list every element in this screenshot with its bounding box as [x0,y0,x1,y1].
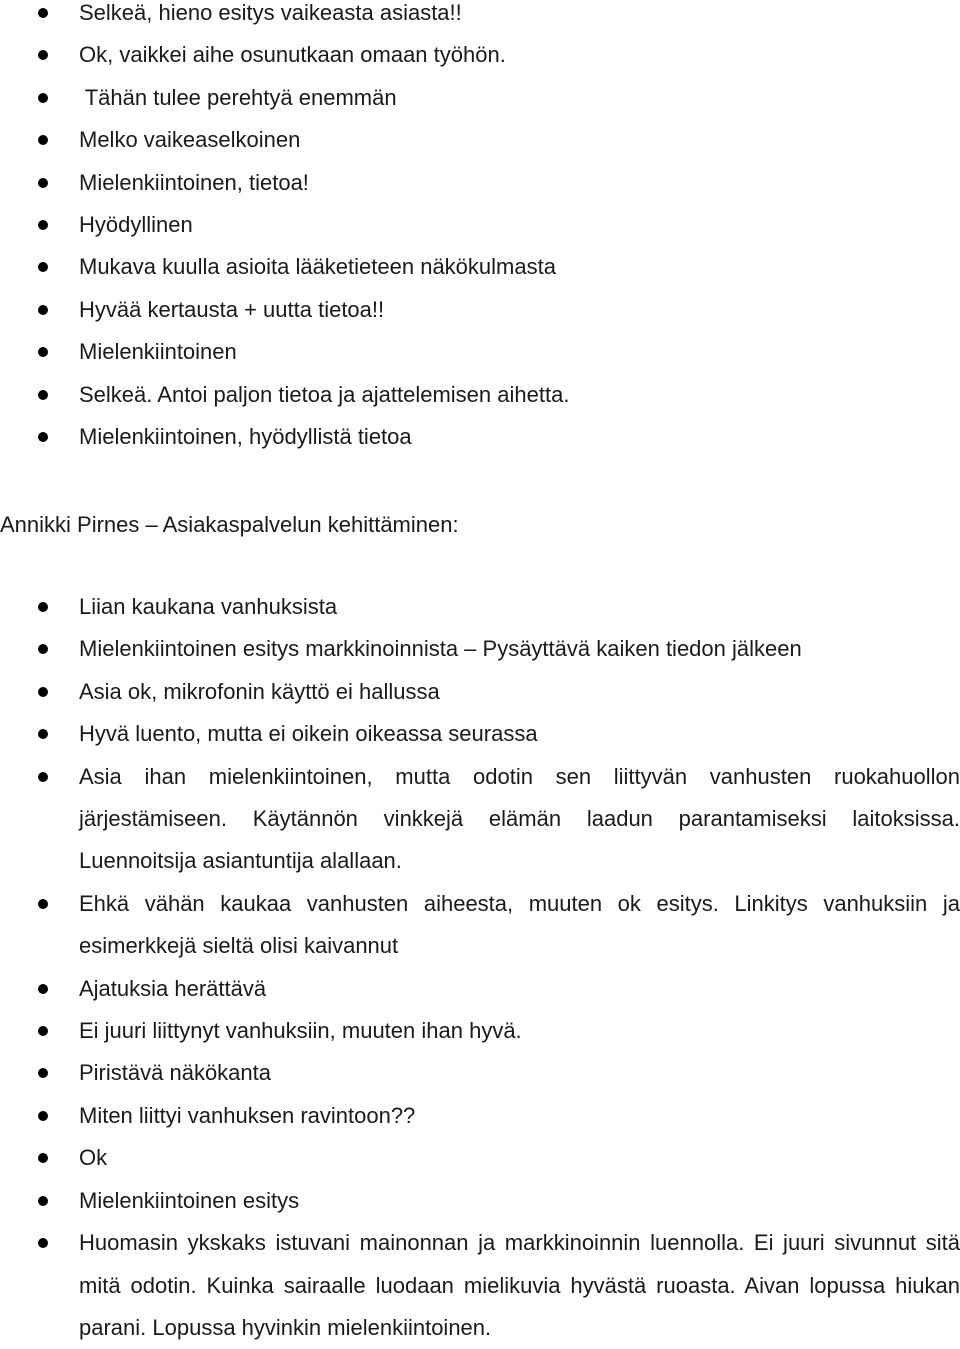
bullet-icon [38,772,48,782]
bullet-icon [38,1111,48,1121]
list-item [0,713,960,755]
bullet-icon [38,8,48,18]
list-item [0,331,960,373]
section-heading: Annikki Pirnes – Asiakaspalvelun kehittäminen: [0,512,459,537]
list-item [0,1180,960,1222]
list-item [0,1095,960,1137]
list-item-text: Mukava kuulla asioita lääketieteen näkökulmasta [79,254,556,280]
list-item [0,756,960,883]
list-item [0,0,960,34]
bullet-icon [38,390,48,400]
bullet-icon [38,984,48,994]
bullet-icon [38,93,48,103]
bullet-icon [38,347,48,357]
list-item-text: Liian kaukana vanhuksista [79,594,338,619]
list-item-text: Asia ok, mikrofonin käyttö ei hallussa [79,678,440,704]
list-item [0,77,960,119]
list-item [0,246,960,288]
list-item-text: Selkeä. Antoi paljon tietoa ja ajattelemisen aihetta. [79,381,570,407]
bullet-icon [38,432,48,442]
list-item-text: Ok, vaikkei aihe osunutkaan omaan työhön. [79,42,506,68]
bullet-icon [38,50,48,60]
bullet-icon [38,1068,48,1078]
list-item [0,416,960,458]
list-item-text: Huomasin ykskaks istuvani mainonnan ja markkinoinnin luennolla. Ei juuri sivunnut sitä mitä odotin. Kuinka sairaalle luodaan mielikuvia hyvästä ruoasta. Aivan lopussa hiukan parani. Lopussa hyvinkin mielenkiintoinen. [79,1230,960,1340]
list-item-text: Piristävä näkökanta [79,1060,271,1086]
bullet-icon [38,687,48,697]
list-item [0,968,960,1010]
list-item-text: Hyvää kertausta + uutta tietoa!! [79,296,385,322]
bullet-icon [38,178,48,188]
list-item-text: Tähän tulee perehtyä enemmän [79,84,397,110]
list-item [0,34,960,76]
list-item-text: Ajatuksia herättävä [79,975,267,1001]
bullet-icon [38,729,48,739]
list-item [0,671,960,713]
bullet-icon [38,1196,48,1206]
list-item [0,119,960,161]
list-item-text: Miten liittyi vanhuksen ravintoon?? [79,1102,416,1128]
list-item-text: Melko vaikeaselkoinen [79,127,301,153]
list-item-text: Mielenkiintoinen esitys [79,1187,300,1213]
feedback-list-1 [0,0,960,458]
bullet-icon [38,1238,48,1248]
list-item [0,374,960,416]
list-item [0,883,960,968]
list-item-text: Mielenkiintoinen, hyödyllistä tietoa [79,424,412,450]
bullet-icon [38,220,48,230]
bullet-icon [38,262,48,272]
list-item [0,162,960,204]
list-item [0,1052,960,1094]
bullet-icon [38,899,48,909]
list-item-text: Ok [79,1145,108,1171]
bullet-icon [38,644,48,654]
list-item-text: Mielenkiintoinen esitys markkinoinnista – Pysäyttävä kaiken tiedon jälkeen [79,636,802,662]
list-item [0,628,960,670]
list-item-text: Ei juuri liittynyt vanhuksiin, muuten ihan hyvä. [79,1018,522,1044]
list-item-text: Mielenkiintoinen, tietoa! [79,169,309,195]
list-item [0,1222,960,1349]
list-item [0,586,960,628]
list-item [0,1010,960,1052]
list-item-text: Hyvä luento, mutta ei oikein oikeassa seurassa [79,721,538,747]
feedback-list-2 [0,586,960,1349]
bullet-icon [38,1026,48,1036]
list-item [0,1137,960,1179]
list-item [0,289,960,331]
list-item-text: Selkeä, hieno esitys vaikeasta asiasta!! [79,0,462,25]
bullet-icon [38,305,48,315]
bullet-icon [38,602,48,612]
list-item-text: Ehkä vähän kaukaa vanhusten aiheesta, muuten ok esitys. Linkitys vanhuksiin ja esimerkkejä sieltä olisi kaivannut [79,890,960,959]
list-item-text: Mielenkiintoinen [79,339,237,365]
bullet-icon [38,135,48,145]
bullet-icon [38,1153,48,1163]
list-item-text: Hyödyllinen [79,212,193,238]
list-item-text: Asia ihan mielenkiintoinen, mutta odotin sen liittyvän vanhusten ruokahuollon järjestämiseen. Käytännön vinkkejä elämän laadun parantamiseksi laitoksissa. Luennoitsija asiantuntija alallaan. [79,763,960,874]
list-item [0,204,960,246]
